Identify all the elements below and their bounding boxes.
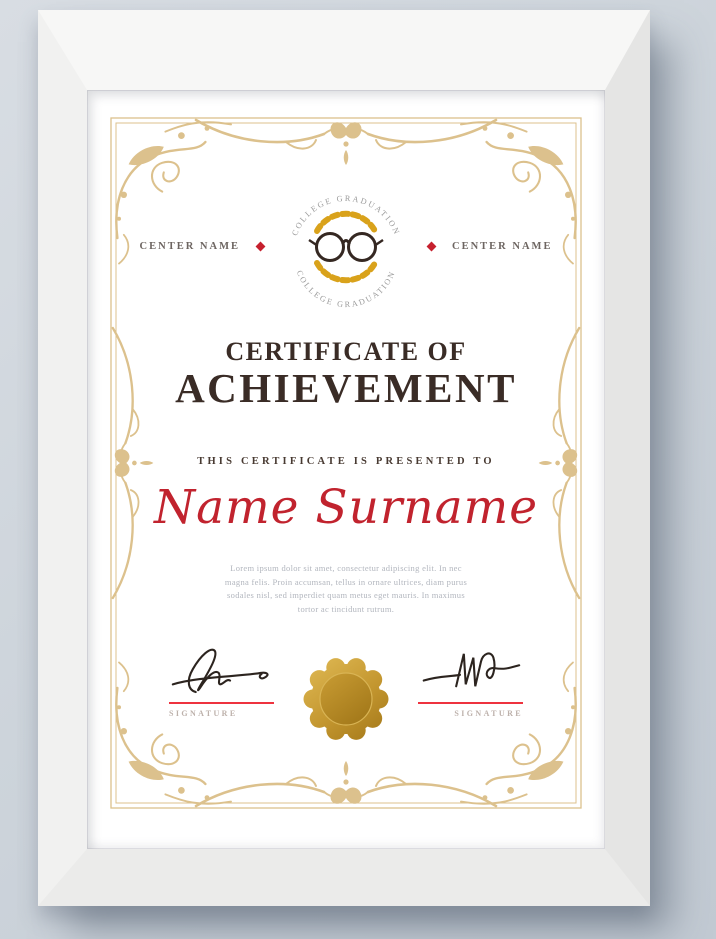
signature-line — [169, 702, 274, 704]
signature-label-right: SIGNATURE — [454, 709, 523, 718]
signature-line — [418, 702, 523, 704]
presented-to-label: THIS CERTIFICATE IS PRESENTED TO — [197, 456, 495, 467]
certificate-title — [87, 337, 605, 409]
signature-right-scribble — [418, 642, 523, 700]
title-line-1: CERTIFICATE OF — [225, 337, 467, 366]
diamond-icon — [256, 241, 266, 251]
certificate-paper — [87, 90, 605, 849]
recipient-name: Name Surname — [153, 480, 539, 535]
glasses-icon — [309, 234, 383, 261]
picture-frame — [38, 10, 650, 906]
signature-label-left: SIGNATURE — [169, 709, 238, 718]
issuer-name-right: CENTER NAME — [452, 240, 553, 252]
certificate-content — [87, 90, 605, 849]
signature-left-scribble — [169, 642, 274, 700]
logo-arc-text-top: COLLEGE GRADUATION — [290, 193, 402, 238]
signature-block-left — [169, 642, 274, 718]
logo-arc-text-bottom: COLLEGE GRADUATION — [294, 268, 398, 310]
gold-seal-icon — [301, 654, 391, 749]
college-logo — [281, 181, 411, 311]
signature-row — [169, 642, 523, 749]
issuer-name-left: CENTER NAME — [139, 240, 240, 252]
title-line-2: ACHIEVEMENT — [175, 365, 517, 411]
signature-block-right — [418, 642, 523, 718]
diamond-icon — [427, 241, 437, 251]
body-text: Lorem ipsum dolor sit amet, consectetur adipiscing elit. In nec magna felis. Proin accumsan, tellus in ornare ultrices, diam purus sodales nisl, sed imperdiet quam metus eget mauris. In maximus tortor ac tincidunt rutrum. — [224, 563, 468, 614]
header-logo-row — [87, 186, 605, 310]
